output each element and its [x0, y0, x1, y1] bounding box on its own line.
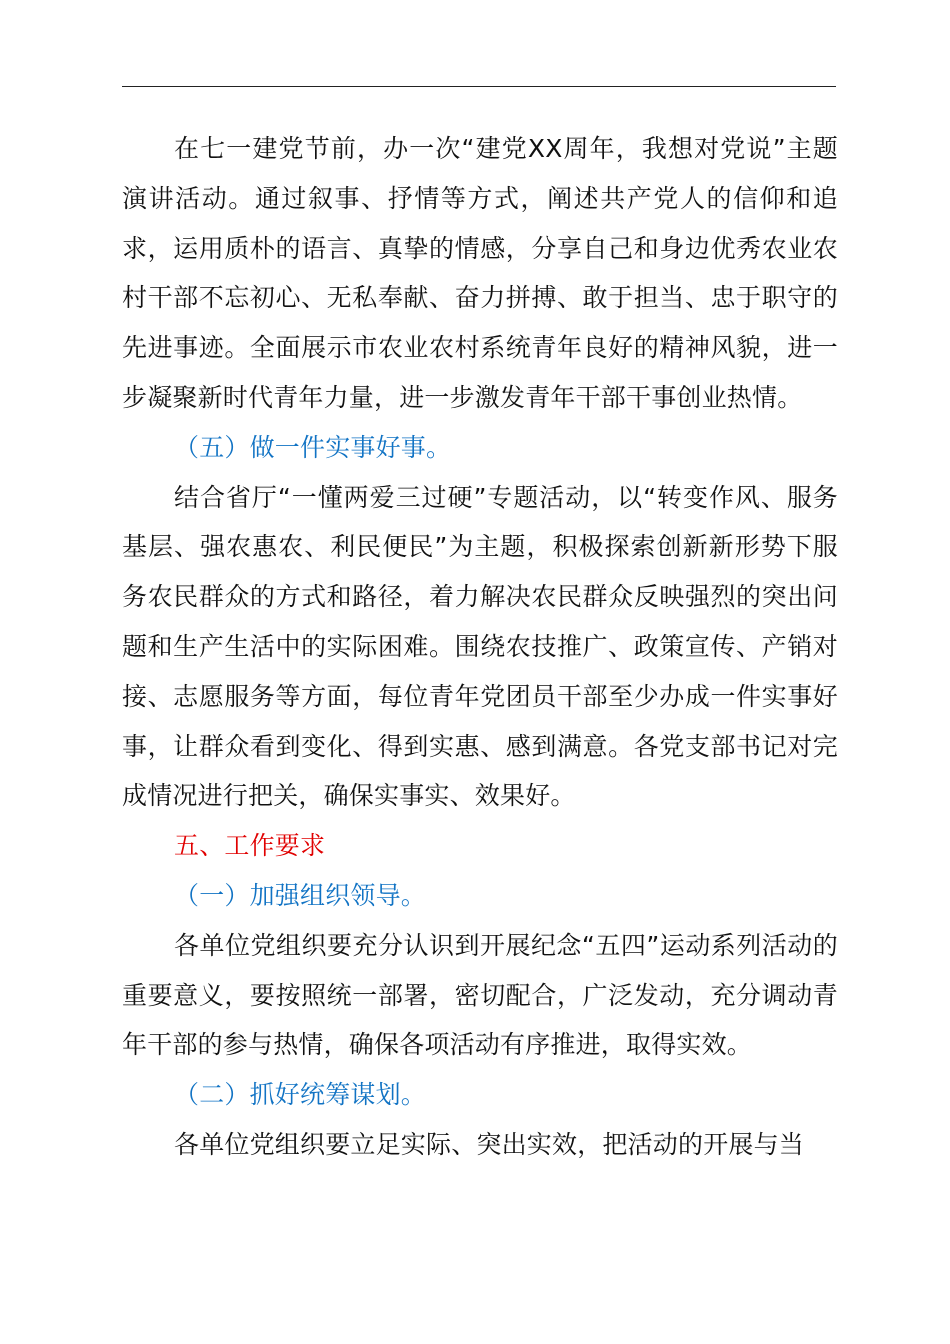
- header-rule: [122, 86, 836, 87]
- document-page: [122, 124, 838, 1170]
- subheading-planning: （二）抓好统筹谋划。: [174, 1080, 427, 1110]
- paragraph-planning: 各单位党组织要立足实际、突出实效，把活动的开展与当: [174, 1129, 805, 1159]
- paragraph-speech-activity: 在七一建党节前，办一次“建党XX周年，我想对党说”主题演讲活动。通过叙事、抒情等方式，阐述共产党人的信仰和追求，运用质朴的语言、真挚的情感，分享自己和身边优秀农业农村干部不忘初心、无私奉献、奋力拼搏、敢于担当、忠于职守的先进事迹。全面展示市农业农村系统青年良好的精神风貌，进一步凝聚新时代青年力量，进一步激发青年干部干事创业热情。: [122, 134, 838, 412]
- paragraph-leadership: 各单位党组织要充分认识到开展纪念“五四”运动系列活动的重要意义，要按照统一部署，密切配合，广泛发动，充分调动青年干部的参与热情，确保各项活动有序推进，取得实效。: [122, 930, 838, 1060]
- heading-work-requirements: 五、工作要求: [174, 831, 326, 861]
- paragraph-good-deed: 结合省厅“一懂两爱三过硬”专题活动，以“转变作风、服务基层、强农惠农、利民便民”为主题，积极探索创新新形势下服务农民群众的方式和路径，着力解决农民群众反映强烈的突出问题和生产生活中的实际困难。围绕农技推广、政策宣传、产销对接、志愿服务等方面，每位青年党团员干部至少办成一件实事好事，让群众看到变化、得到实惠、感到满意。各党支部书记对完成情况进行把关，确保实事实、效果好。: [122, 482, 838, 811]
- subheading-do-good-deed: （五）做一件实事好事。: [174, 432, 452, 462]
- subheading-leadership: （一）加强组织领导。: [174, 880, 427, 910]
